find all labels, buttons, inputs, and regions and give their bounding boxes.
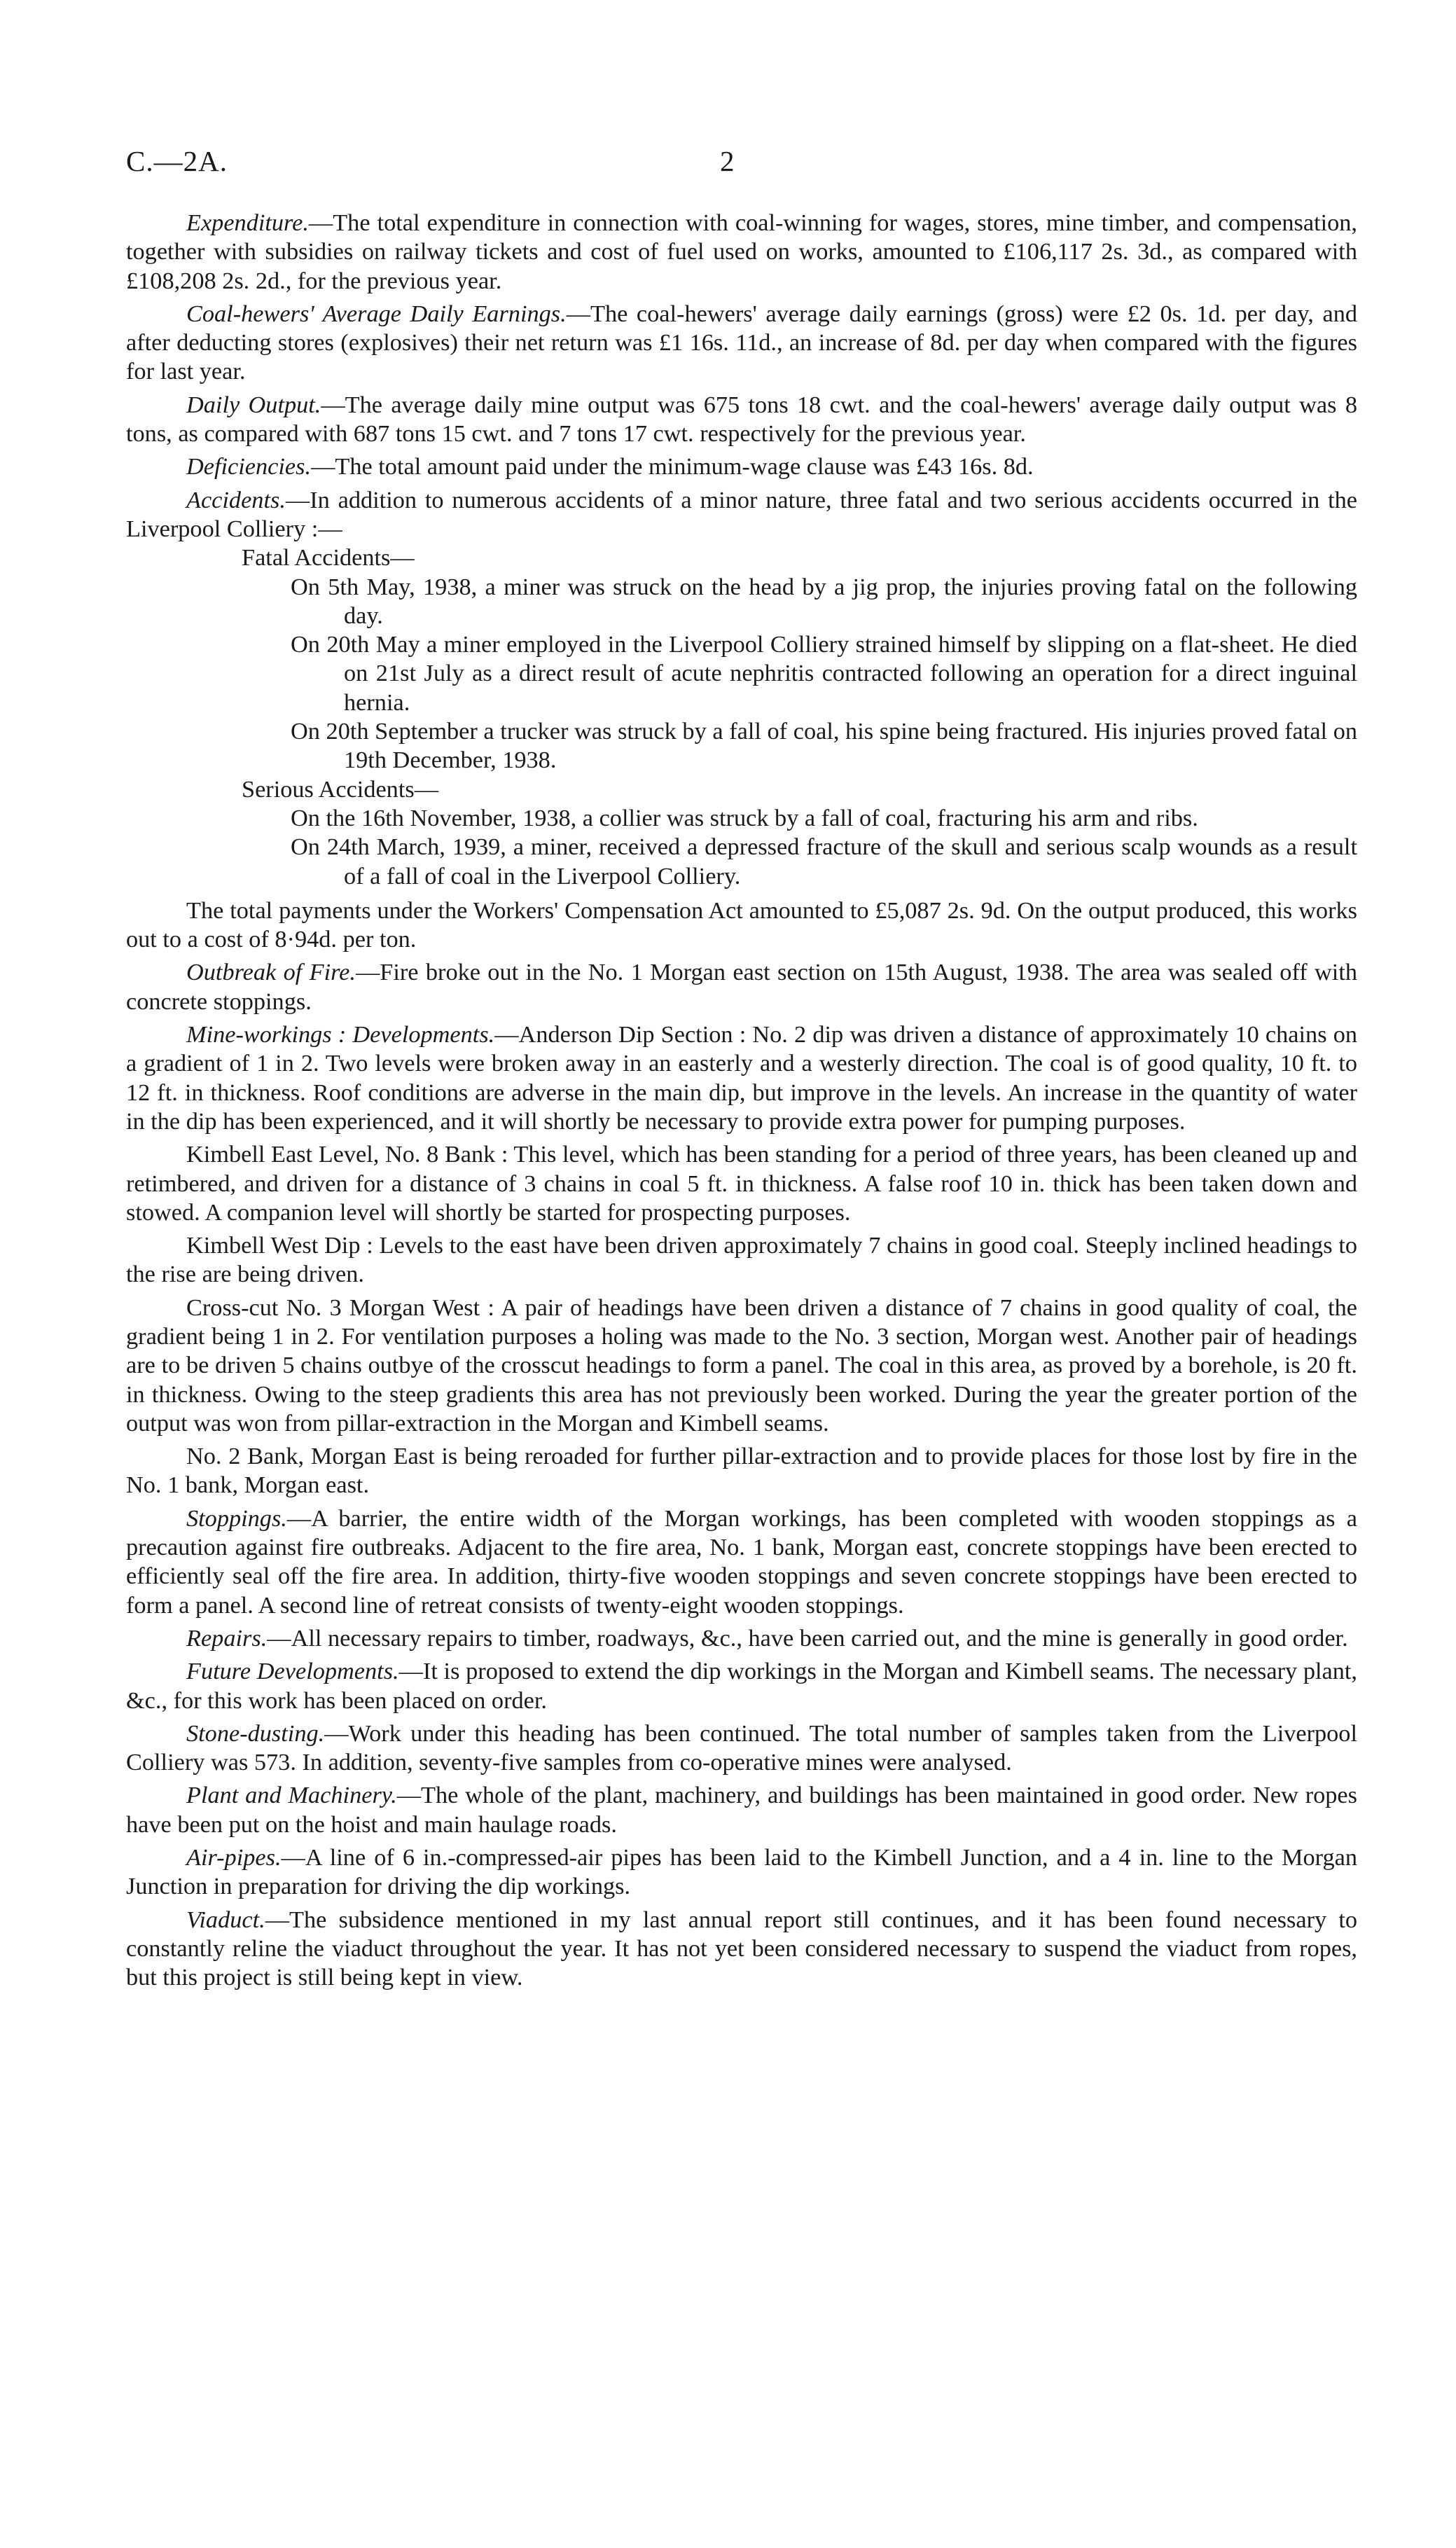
paragraph-no2-bank: No. 2 Bank, Morgan East is being reroaded for further pillar-extraction and to provide places for those lost by fire in the No. 1 bank, Morgan east. (126, 1443, 1357, 1499)
heading-developments: Mine-workings : Developments. (186, 1021, 495, 1048)
paragraph-air-pipes (126, 1843, 1357, 1902)
paragraph-plant (126, 1781, 1357, 1839)
heading-fire: Outbreak of Fire. (186, 959, 356, 986)
serious-accident-item: On the 16th November, 1938, a collier was struck by a fall of coal, fracturing his arm and ribs. (291, 804, 1198, 831)
text-stoppings: —A barrier, the entire width of the Morgan workings, has been completed with wooden stoppings as a precaution against fire outbreaks. Adjacent to the fire area, No. 1 bank, Morgan east, concrete stoppings have been erected to efficiently seal off the fire area. In addition, thirty-five wooden stoppings and seven concrete stoppings have been erected to form a panel. A second line of retreat consists of twenty-eight wooden stoppings. (126, 1504, 1357, 1619)
paragraph-earnings (126, 300, 1357, 387)
text-fire: —Fire broke out in the No. 1 Morgan east section on 15th August, 1938. The area was sealed off with concrete stoppings. (126, 959, 1357, 1015)
paragraph-accidents (126, 486, 1357, 544)
paragraph-stoppings (126, 1504, 1357, 1620)
text-earnings: —The coal-hewers' average daily earnings (gross) were £2 0s. 1d. per day, and after deducting stores (explosives) their net return was £1 16s. 11d., an increase of 8d. per day when compared with the figures for last year. (126, 300, 1357, 385)
paragraph-kimbell-west: Kimbell West Dip : Levels to the east have been driven approximately 7 chains in good coal. Steeply inclined headings to the rise are being driven. (126, 1232, 1357, 1288)
text-stone-dusting: —Work under this heading has been continued. The total number of samples taken from the Liverpool Colliery was 573. In addition, seventy-five samples from co-operative mines were analysed. (126, 1719, 1357, 1776)
paragraph-viaduct (126, 1906, 1357, 1993)
heading-deficiencies: Deficiencies. (186, 453, 312, 480)
text-air-pipes: —A line of 6 in.-compressed-air pipes has been laid to the Kimbell Junction, and a 4 in. line to the Morgan Junction in preparation for driving the dip workings. (126, 1844, 1357, 1900)
heading-output: Daily Output. (186, 391, 321, 418)
text-viaduct: —The subsidence mentioned in my last annual report still continues, and it has been found necessary to constantly reline the viaduct throughout the year. It has not yet been considered necessary to suspend the viaduct from ropes, but this project is still being kept in view. (126, 1906, 1357, 1991)
text-output: —The average daily mine output was 675 tons 18 cwt. and the coal-hewers' average daily output was 8 tons, as compared with 687 tons 15 cwt. and 7 tons 17 cwt. respectively for the previous year. (126, 391, 1357, 448)
fatal-accident-item: On 20th September a trucker was struck by a fall of coal, his spine being fractured. His injuries proved fatal on 19th December, 1938. (291, 718, 1357, 774)
paragraph-fire (126, 958, 1357, 1016)
text-expenditure: —The total expenditure in connection with coal-winning for wages, stores, mine timber, and compensation, together with subsidies on railway tickets and cost of fuel used on works, amounted to £106,117 2s. 3d., as compared with £108,208 2s. 2d., for the previous year. (126, 209, 1357, 294)
text-plant: —The whole of the plant, machinery, and buildings has been maintained in good order. New ropes have been put on the hoist and main haulage roads. (126, 1782, 1358, 1838)
paragraph-crosscut: Cross-cut No. 3 Morgan West : A pair of headings have been driven a distance of 7 chains in good quality of coal, the gradient being 1 in 2. For ventilation purposes a holing was made to the No. 3 section, Morgan west. Another pair of headings are to be driven 5 chains outbye of the crosscut headings to form a panel. The coal in this area, as proved by a borehole, is 20 ft. in thickness. Owing to the steep gradients this area has not previously been worked. During the year the greater portion of the output was won from pillar-extraction in the Morgan and Kimbell seams. (126, 1294, 1357, 1436)
fatal-accident-item: On 20th May a miner employed in the Liverpool Colliery strained himself by slipping on a flat-sheet. He died on 21st July as a direct result of acute nephritis contracted following an operation for a direct inguinal hernia. (291, 631, 1357, 716)
paragraph-future (126, 1657, 1357, 1715)
heading-air-pipes: Air-pipes. (186, 1844, 282, 1871)
text-deficiencies: —The total amount paid under the minimum-wage clause was £43 16s. 8d. (311, 453, 1034, 480)
paragraph-deficiencies (126, 452, 1357, 481)
paragraph-stone-dusting (126, 1719, 1357, 1778)
paragraph-kimbell-east: Kimbell East Level, No. 8 Bank : This level, which has been standing for a period of three years, has been cleaned up and retimbered, and driven for a distance of 3 chains in coal 5 ft. in thickness. A false roof 10 in. thick has been taken down and stowed. A companion level will shortly be started for prospecting purposes. (126, 1141, 1357, 1226)
heading-future: Future Developments. (186, 1658, 399, 1685)
paragraph-developments (126, 1020, 1357, 1136)
document-reference: C.—2A. (126, 145, 228, 177)
serious-accident-item: On 24th March, 1939, a miner, received a depressed fracture of the skull and serious scalp wounds as a result of a fall of coal in the Liverpool Colliery. (291, 833, 1357, 889)
page-number: 2 (720, 145, 735, 177)
text-accidents: —In addition to numerous accidents of a minor nature, three fatal and two serious accidents occurred in the Liverpool Colliery :— (126, 486, 1357, 542)
paragraph-output (126, 391, 1357, 449)
heading-expenditure: Expenditure. (186, 209, 309, 236)
heading-accidents: Accidents. (186, 486, 286, 513)
report-body (126, 209, 1357, 1993)
paragraph-expenditure (126, 209, 1357, 296)
heading-stoppings: Stoppings. (186, 1504, 287, 1532)
report-page (126, 144, 1357, 1997)
fatal-accidents-label: Fatal Accidents— (242, 544, 415, 572)
heading-earnings: Coal-hewers' Average Daily Earnings. (186, 300, 567, 327)
heading-stone-dusting: Stone-dusting. (186, 1719, 325, 1747)
serious-accidents-label: Serious Accidents— (242, 775, 439, 803)
paragraph-compensation: The total payments under the Workers' Compensation Act amounted to £5,087 2s. 9d. On the output produced, this works out to a cost of 8·94d. per ton. (126, 896, 1357, 953)
text-repairs: —All necessary repairs to timber, roadways, &c., have been carried out, and the mine is generally in good order. (267, 1624, 1348, 1652)
heading-plant: Plant and Machinery. (186, 1782, 397, 1809)
heading-repairs: Repairs. (186, 1624, 268, 1652)
text-future: —It is proposed to extend the dip workings in the Morgan and Kimbell seams. The necessary plant, &c., for this work has been placed on order. (126, 1658, 1357, 1714)
fatal-accident-item: On 5th May, 1938, a miner was struck on the head by a jig prop, the injuries proving fatal on the following day. (291, 573, 1357, 629)
text-developments: —Anderson Dip Section : No. 2 dip was driven a distance of approximately 10 chains on a gradient of 1 in 2. Two levels were broken away in an easterly and a westerly direction. The coal is of good quality, 10 ft. to 12 ft. in thickness. Roof conditions are adverse in the main dip, but improve in the levels. An increase in the quantity of water in the dip has been experienced, and it will shortly be necessary to provide extra power for pumping purposes. (126, 1021, 1358, 1135)
page-header (126, 144, 1357, 193)
paragraph-repairs (126, 1624, 1357, 1653)
heading-viaduct: Viaduct. (186, 1906, 265, 1933)
